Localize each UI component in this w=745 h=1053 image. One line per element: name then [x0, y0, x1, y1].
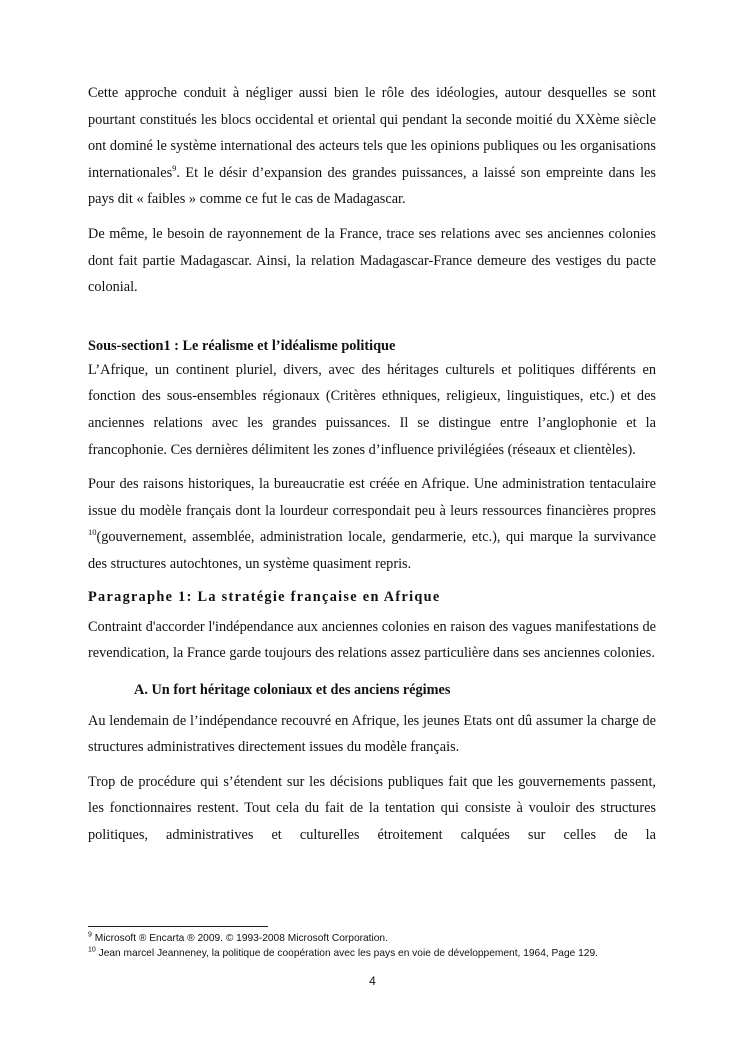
footnote-number: 9 [88, 931, 92, 939]
section-heading: Sous-section1 : Le réalisme et l’idéalisme politique [88, 337, 396, 354]
paragraph-independance: Contraint d'accorder l'indépendance aux anciennes colonies en raison des vagues manifestations de revendication, la France garde toujours des relations assez particulière dans ses anciennes colonies. [88, 618, 656, 662]
paragraph-text: Pour des raisons historiques, la bureaucratie est créée en Afrique. Une administration tentaculaire issue du modèle français dont la lourdeur correspondait peu à leurs ressources financières propres [88, 476, 656, 519]
footnotes [88, 931, 688, 961]
footnote-text: Microsoft ® Encarta ® 2009. © 1993-2008 Microsoft Corporation. [91, 933, 388, 944]
paragraph-ideologies [88, 80, 656, 213]
paragraph-bureaucratie [88, 471, 656, 577]
paragraph-text: . Et le désir d’expansion des grandes puissances, a laissé son empreinte dans les pays dit « faibles » comme ce fut le cas de Madagascar. [88, 164, 656, 208]
paragraph-afrique: L’Afrique, un continent pluriel, divers, avec des héritages culturels et politiques différents en fonction des sous-ensembles régionaux (Critères ethniques, religieux, linguistiques, etc.) et des anciennes relations avec les grandes puissances. Il se distingue entre l’anglophonie et la francophonie. Ces dernières délimitent les zones d’influence privilégiées (réseaux et clientèles). [88, 361, 656, 458]
paragraph-text: (gouvernement, assemblée, administration locale, gendarmerie, etc.), qui marque la survivance des structures autochtones, un système quasiment repris. [88, 529, 656, 572]
subsection-title: A. Un fort héritage coloniaux et des anciens régimes [134, 681, 451, 698]
page-number: 4 [369, 974, 376, 988]
footnote-text: Jean marcel Jeanneney, la politique de coopération avec les pays en voie de développement, 1964, Page 129. [95, 948, 598, 959]
paragraph-title: Paragraphe 1: La stratégie française en Afrique [88, 588, 441, 605]
footnote-number: 10 [88, 946, 96, 954]
paragraph-text: Cette approche conduit à négliger aussi bien le rôle des idéologies, autour desquelles se sont pourtant constitués les blocs occidental et oriental qui pendant la seconde moitié du XXème siècle ont dominé le système international des acteurs tels que les opinions publiques ou les organisations internationales [88, 85, 656, 181]
footnote-9 [88, 931, 688, 946]
footnote-10 [88, 946, 688, 961]
paragraph-procedure: Trop de procédure qui s’étendent sur les décisions publiques fait que les gouvernements passent, les fonctionnaires restent. Tout cela du fait de la tentation qui consiste à vouloir des structures politiques, administratives et culturelles étroitement calquées sur celles de la [88, 773, 656, 844]
footnote-ref-10[interactable]: 10 [88, 527, 97, 538]
footnote-separator [88, 926, 268, 927]
paragraph-lendemain: Au lendemain de l’indépendance recouvré en Afrique, les jeunes Etats ont dû assumer la charge de structures administratives directement issues du modèle français. [88, 712, 656, 756]
footnote-ref-9[interactable]: 9 [172, 163, 177, 174]
page-body [88, 80, 656, 857]
paragraph-rayonnement: De même, le besoin de rayonnement de la France, trace ses relations avec ses anciennes colonies dont fait partie Madagascar. Ainsi, la relation Madagascar-France demeure des vestiges du pacte colonial. [88, 225, 656, 296]
